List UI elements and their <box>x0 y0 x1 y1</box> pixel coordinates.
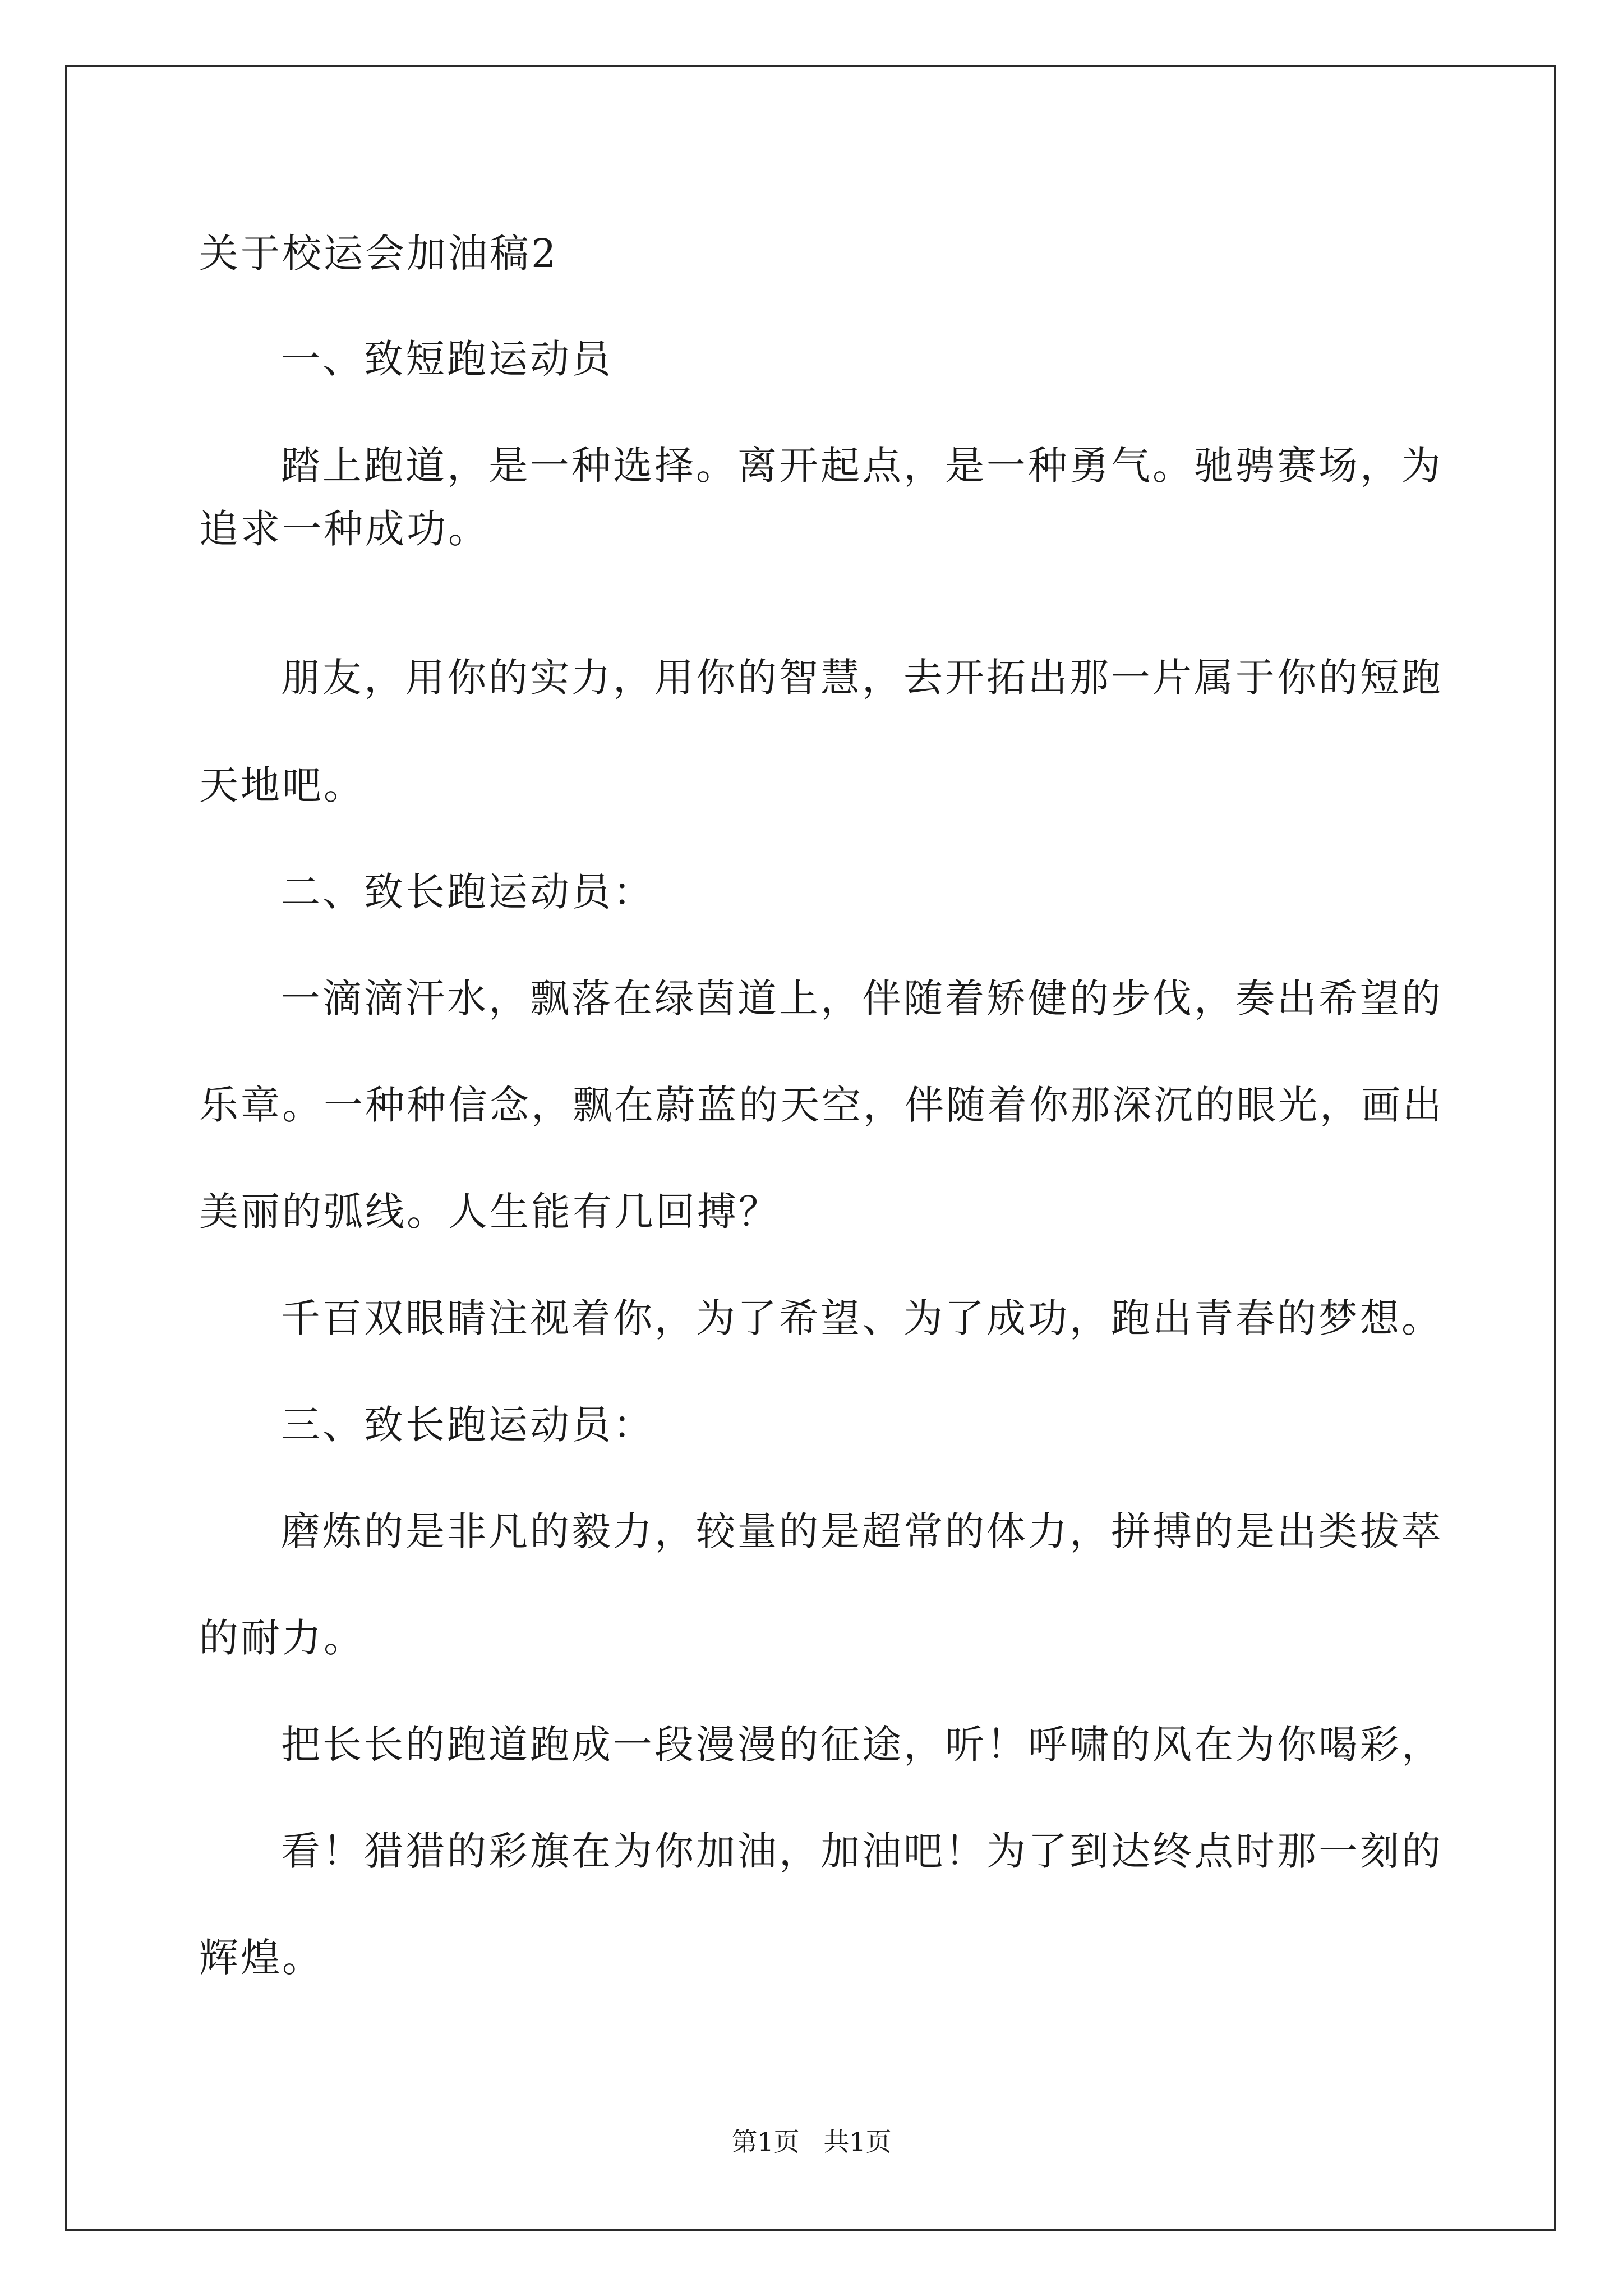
page-number-total: 共1页 <box>823 2127 892 2157</box>
paragraph-line: 朋友，用你的实力，用你的智慧，去开拓出那一片属于你的短跑 <box>281 655 1443 701</box>
paragraph-line: 美丽的弧线。人生能有几回搏？ <box>199 1189 780 1235</box>
page-footer <box>0 2125 1623 2159</box>
paragraph-line: 天地吧。 <box>199 762 365 808</box>
page-border <box>65 65 1556 2231</box>
paragraph-line: 的耐力。 <box>199 1615 365 1661</box>
paragraph-line: 乐章。一种种信念，飘在蔚蓝的天空，伴随着你那深沉的眼光，画出 <box>199 1082 1444 1128</box>
paragraph-line: 辉煌。 <box>199 1935 324 1981</box>
paragraph-line: 把长长的跑道跑成一段漫漫的征途，听！呼啸的风在为你喝彩， <box>281 1722 1443 1768</box>
paragraph-line: 踏上跑道，是一种选择。离开起点，是一种勇气。驰骋赛场，为 <box>281 443 1443 489</box>
page-number-current: 第1页 <box>731 2127 800 2157</box>
document-title: 关于校运会加油稿2 <box>199 231 559 277</box>
paragraph-line: 千百双眼睛注视着你，为了希望、为了成功，跑出青春的梦想。 <box>281 1295 1443 1341</box>
section-heading: 二、致长跑运动员： <box>281 869 654 915</box>
paragraph-line: 看！猎猎的彩旗在为你加油，加油吧！为了到达终点时那一刻的 <box>281 1828 1443 1874</box>
paragraph-line: 追求一种成功。 <box>199 506 490 552</box>
section-heading: 一、致短跑运动员 <box>281 336 613 382</box>
section-heading: 三、致长跑运动员： <box>281 1402 654 1448</box>
paragraph-line: 磨炼的是非凡的毅力，较量的是超常的体力，拼搏的是出类拔萃 <box>281 1508 1443 1554</box>
paragraph-line: 一滴滴汗水，飘落在绿茵道上，伴随着矫健的步伐，奏出希望的 <box>281 976 1443 1022</box>
